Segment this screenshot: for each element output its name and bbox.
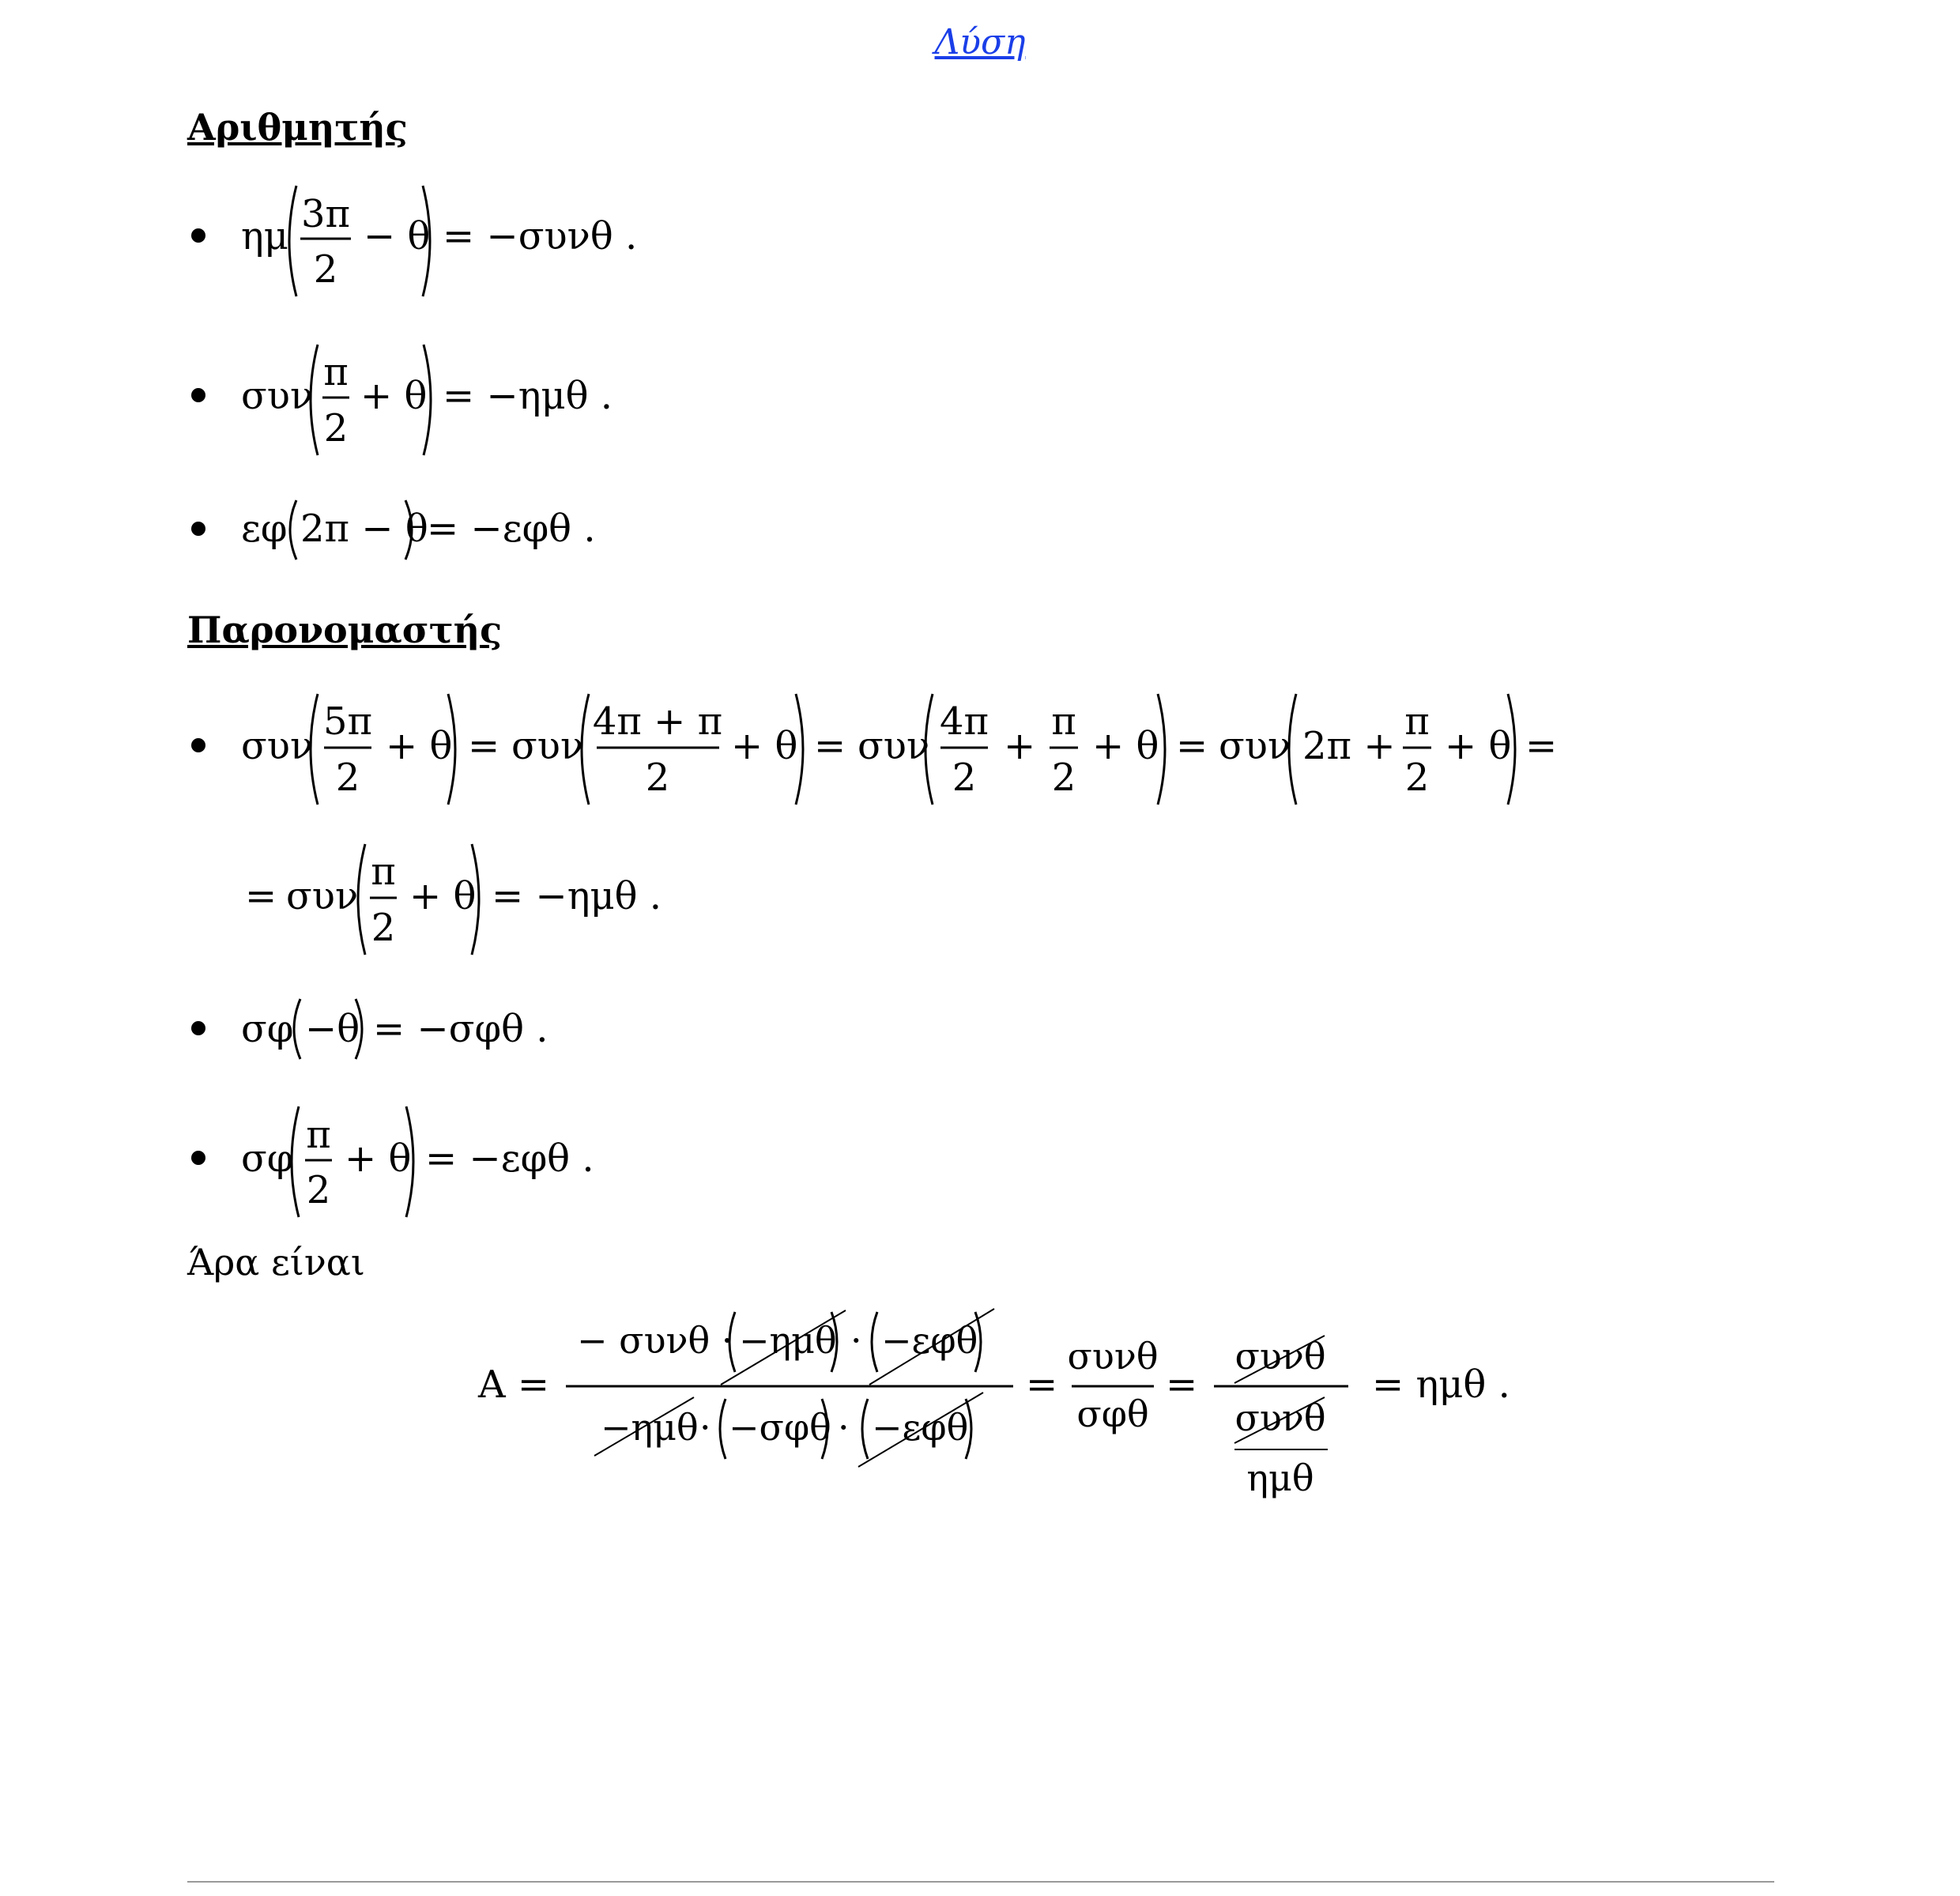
cancelled-term: −εφθ bbox=[872, 1406, 969, 1449]
fn-syn: συν bbox=[858, 724, 930, 768]
denominator-item-1 bbox=[241, 694, 1557, 805]
equation-rhs: = −εφθ . bbox=[427, 507, 596, 551]
equals-sign: = bbox=[1176, 724, 1208, 768]
fraction-numerator: π bbox=[323, 350, 349, 394]
fraction-numerator: συνθ bbox=[1067, 1335, 1159, 1378]
fraction-numerator: π bbox=[1051, 699, 1076, 744]
term-rest: + θ bbox=[345, 1136, 412, 1181]
fraction-numerator: 3π bbox=[300, 192, 351, 236]
fraction-numerator: 4π + π bbox=[592, 699, 723, 744]
equals-sign: = bbox=[1525, 724, 1558, 768]
fraction-denominator: 2 bbox=[1404, 756, 1430, 800]
denominator-heading: Παρονομαστής bbox=[187, 609, 503, 651]
final-equation bbox=[477, 1309, 1510, 1499]
final-lhs: Α = bbox=[478, 1363, 550, 1407]
conclusion-label: Άρα είναι bbox=[187, 1241, 365, 1283]
equals-sign: = bbox=[1026, 1363, 1058, 1407]
dot-operator: · bbox=[699, 1406, 711, 1449]
equation-rhs: = −ημθ . bbox=[443, 374, 613, 418]
paren-argument: −θ bbox=[305, 1007, 360, 1051]
solution-title-link[interactable]: Λύση bbox=[934, 22, 1026, 62]
left-paren bbox=[862, 1399, 868, 1459]
equals-sign: = bbox=[245, 874, 277, 918]
fraction-denominator: 2 bbox=[645, 756, 670, 800]
fn-syn: συν bbox=[286, 874, 359, 918]
fraction-denominator: ημθ bbox=[1246, 1457, 1314, 1499]
left-paren bbox=[294, 999, 300, 1059]
fraction-numerator: 4π bbox=[939, 699, 989, 744]
fraction-numerator: π bbox=[306, 1113, 331, 1157]
numerator-item-3 bbox=[241, 500, 596, 560]
numerator-first-term: − συνθ · bbox=[577, 1319, 733, 1362]
fraction-denominator: 2 bbox=[306, 1168, 331, 1212]
fraction-denominator: 2 bbox=[952, 756, 977, 800]
paren-argument: 2π − θ bbox=[300, 507, 428, 551]
cancelled-term: συνθ bbox=[1234, 1335, 1326, 1378]
fraction-denominator: 2 bbox=[335, 756, 360, 800]
cancelled-term: −εφθ bbox=[881, 1319, 978, 1362]
equals-sign: = bbox=[1166, 1363, 1198, 1407]
fraction-numerator: π bbox=[371, 850, 396, 894]
term-rest: + θ bbox=[386, 724, 453, 768]
term-rest: + θ bbox=[409, 874, 477, 918]
cancelled-term: −ημθ bbox=[601, 1406, 699, 1449]
denominator-item-2 bbox=[241, 999, 548, 1059]
plus-sign: + bbox=[1004, 724, 1036, 768]
fraction-numerator: π bbox=[1404, 699, 1430, 744]
fn-ef: εφ bbox=[241, 507, 288, 551]
cancelled-term: συνθ bbox=[1234, 1397, 1326, 1439]
fraction-denominator: 2 bbox=[1051, 756, 1076, 800]
left-paren bbox=[1289, 694, 1296, 805]
dot-operator: · bbox=[850, 1319, 862, 1362]
bottom-divider bbox=[187, 1881, 1774, 1883]
denominator-term: −σφθ bbox=[729, 1406, 831, 1449]
fn-sf: σφ bbox=[241, 1007, 294, 1051]
left-paren bbox=[311, 694, 318, 805]
left-paren bbox=[872, 1312, 877, 1372]
twopi-plus: 2π + bbox=[1302, 724, 1396, 768]
term-rest: + θ bbox=[1092, 724, 1159, 768]
term-rest: + θ bbox=[360, 374, 428, 418]
fraction-numerator: 5π bbox=[322, 699, 373, 744]
fn-syn: συν bbox=[241, 724, 314, 768]
cancelled-term: −ημθ bbox=[739, 1319, 837, 1362]
fn-syn: συν bbox=[241, 374, 314, 418]
numerator-item-2 bbox=[241, 345, 612, 455]
equals-sign: = bbox=[814, 724, 846, 768]
left-paren bbox=[582, 694, 589, 805]
left-paren bbox=[290, 500, 296, 560]
equation-rhs: = −εφθ . bbox=[425, 1136, 594, 1181]
fraction-denominator: 2 bbox=[313, 247, 338, 292]
left-paren bbox=[720, 1399, 726, 1459]
left-paren bbox=[289, 186, 296, 296]
term-rest: + θ bbox=[1445, 724, 1512, 768]
fn-hm: ημ bbox=[241, 214, 288, 258]
left-paren bbox=[292, 1106, 299, 1217]
dot-operator: · bbox=[838, 1406, 850, 1449]
equals-sign: = bbox=[468, 724, 500, 768]
left-paren bbox=[311, 345, 318, 455]
term-rest: + θ bbox=[731, 724, 798, 768]
equation-rhs: = −σφθ . bbox=[373, 1007, 548, 1051]
numerator-heading: Αριθμητής bbox=[187, 106, 408, 149]
left-paren bbox=[358, 844, 365, 955]
numerator-item-1 bbox=[241, 186, 637, 296]
denominator-item-1-continuation bbox=[245, 844, 662, 955]
term-rest: − θ bbox=[364, 214, 431, 258]
equation-rhs: = −συνθ . bbox=[443, 214, 638, 258]
fn-sf: σφ bbox=[241, 1136, 294, 1181]
fraction-denominator: σφθ bbox=[1076, 1393, 1149, 1435]
fn-syn: συν bbox=[511, 724, 584, 768]
fn-syn: συν bbox=[1219, 724, 1291, 768]
final-result: = ημθ . bbox=[1372, 1363, 1510, 1407]
denominator-item-3 bbox=[241, 1106, 594, 1217]
equation-rhs: = −ημθ . bbox=[492, 874, 662, 918]
fraction-denominator: 2 bbox=[371, 906, 396, 950]
fraction-denominator: 2 bbox=[323, 406, 349, 450]
